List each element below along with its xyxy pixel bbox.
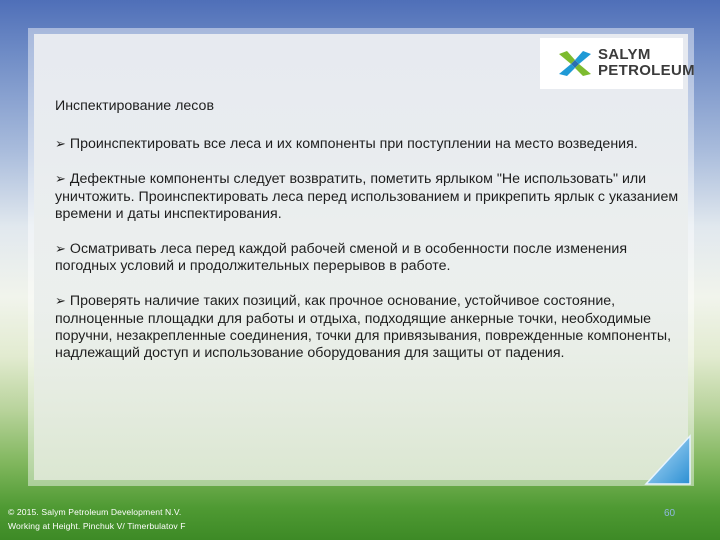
bullet-text: Проверять наличие таких позиций, как прочное основание, устойчивое состояние, полноценные площадки для работы и отдыха, подходящие анкерные точки, необходимые поручни, незакрепленные соединения, точки для привязывания, поврежденные компоненты, надлежащий доступ и использование оборудования для защиты от падения. xyxy=(55,293,672,362)
bullet-arrow-icon: ➢ xyxy=(55,293,66,309)
logo-line-1: SALYM xyxy=(598,46,651,63)
salym-logo-icon xyxy=(557,48,593,78)
logo-line-2: PETROLEUM xyxy=(598,62,695,79)
slide-title: Инспектирование лесов xyxy=(55,98,214,114)
footer xyxy=(8,505,186,533)
bullet-text: Дефектные компоненты следует возвратить, пометить ярлыком "Не использовать" или уничтожить. Проинспектировать леса перед использованием и прикрепить ярлык с указанием времени и даты инспектирования. xyxy=(55,171,679,222)
bullet-item xyxy=(55,135,690,153)
bullet-arrow-icon: ➢ xyxy=(55,171,66,187)
logo-wordmark xyxy=(598,47,695,79)
company-logo xyxy=(540,38,695,89)
bullet-text: Проинспектировать все леса и их компоненты при поступлении на место возведения. xyxy=(69,136,638,153)
page-number: 60 xyxy=(664,508,676,519)
footer-copyright: © 2015. Salym Petroleum Development N.V. xyxy=(8,507,182,517)
slide-content xyxy=(55,98,690,379)
bullet-item xyxy=(55,240,690,275)
bullet-item xyxy=(55,170,690,223)
bullet-arrow-icon: ➢ xyxy=(55,241,66,257)
footer-authors: Working at Height. Pinchuk V/ Timerbulatov F xyxy=(8,521,186,531)
bullet-item xyxy=(55,292,690,362)
corner-triangle-icon xyxy=(644,434,692,486)
bullet-text: Осматривать леса перед каждой рабочей сменой и в особенности после изменения погодных условий и продолжительных перерывов в работе. xyxy=(55,241,628,275)
bullet-arrow-icon: ➢ xyxy=(55,136,66,152)
